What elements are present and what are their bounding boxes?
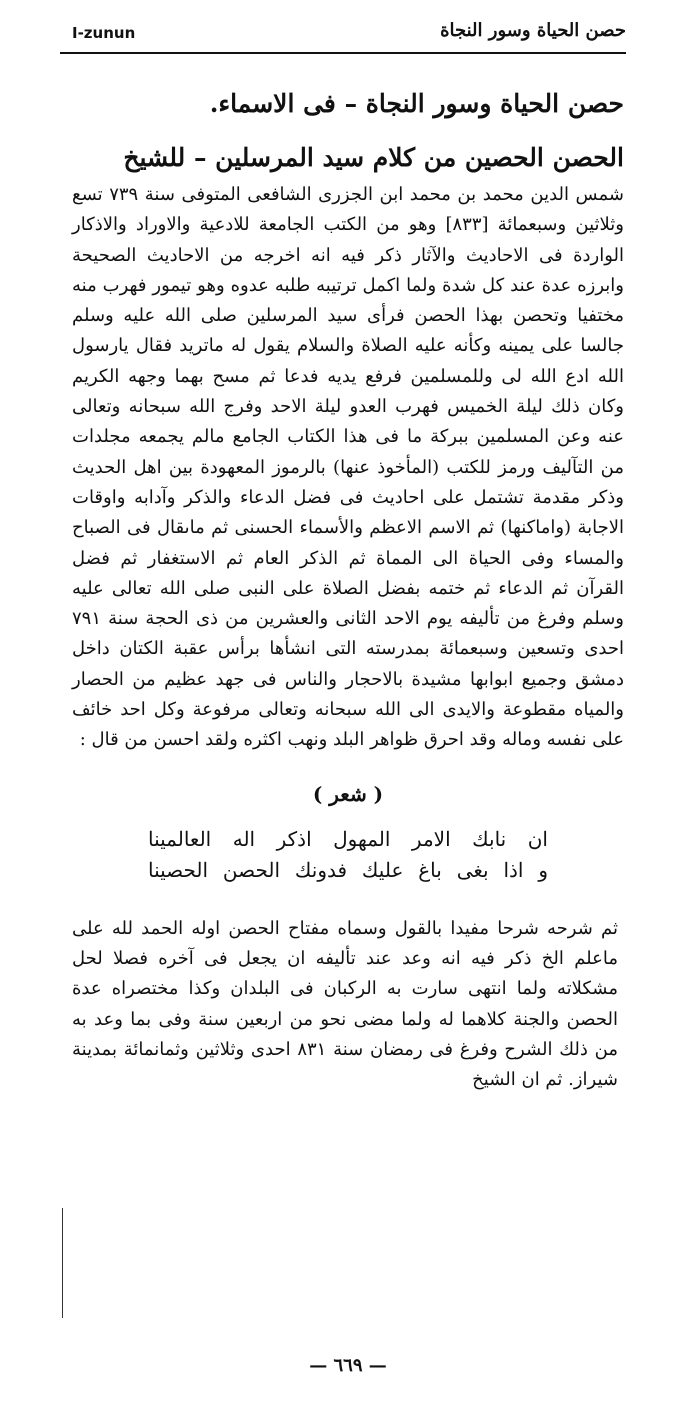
running-header [60, 18, 626, 54]
margin-rule [62, 1208, 63, 1318]
section-heading: حصن الحياة وسور النجاة – فى الاسماء. [209, 89, 624, 118]
poem-verse: ان نابك الامر المهول اذكر اله العالمينا [148, 826, 548, 851]
lead-line: الحصن الحصين من كلام سيد المرسلين – للشيخ [123, 143, 624, 172]
poem [148, 824, 548, 886]
main-text [72, 80, 624, 1095]
body-paragraph: شمس الدين محمد بن محمد ابن الجزرى الشافعى المتوفى سنة ٧٣٩ تسع وثلاثين وسبعمائة [٨٣٣] وهو من الكتب الجامعة للادعية والاوراد والاذكار الواردة فى الاحاديث والآثار ذكر فيه انه اخرجه من الاحاديث الصحيحة وابرزه عدة عند كل شدة ولما اكمل ترتيبه طلبه عدوه وهو تيمور فهرب منه مختفيا وتحصن بهذا الحصن فرأى سيد المرسلين صلى الله عليه وسلم جالسا على يمينه وكأنه عليه الصلاة والسلام يقول له ماتريد فقال يارسول الله ادع الله لى وللمسلمين فرفع يديه فدعا ثم مسح بهما وجهه الكريم وكان ذلك ليلة الخميس فهرب العدو ليلة الاحد وفرج الله سبحانه وتعالى عنه وعن المسلمين ببركة ما فى هذا الكتاب الجامع مالم يجمعه مجلدات من التآليف ورمز للكتب (المأخوذ عنها) بالرموز المعهودة بين اهل الحديث وذكر مقدمة تشتمل على احاديث فى فضل الدعاء والذكر وآدابه واوقات الاجابة (واماكنها) ثم الاسم الاعظم والأسماء الحسنى ثم ماىقال فى الصباح والمساء وفى الحياة الى المماة ثم الذكر العام ثم الاستغفار ثم فضل القرآن ثم الدعاء ثم ختمه بفضل الصلاة على النبى صلى الله تعالى عليه وسلم وفرغ من تأليفه يوم الاحد الثانى والعشرين من ذى الحجة سنة ٧٩١ احدى وتسعين وسبعمائة بمدرسته التى انشأها برأس عقبة الكتان داخل دمشق وجميع ابوابها مشيدة بالاحجار والناس فى جهد عظيم من الحصار والمياه مقطوعة والايدى الى الله سبحانه وتعالى مرفوعة وكل احد خائف على نفسه وماله وقد احرق ظواهر البلد ونهب اكثره ولقد احسن من قال : [72, 184, 624, 751]
running-title: حصن الحياة وسور النجاة [440, 20, 626, 41]
poem-verse: و اذا بغى باغ عليك فدونك الحصن الحصينا [148, 857, 548, 882]
poem-heading: ( شعر ) [312, 781, 384, 806]
page-number: — ٦٦٩ — [309, 1355, 387, 1376]
folio-mark: I-zunun [72, 24, 136, 42]
commentary-paragraph: ثم شرحه شرحا مفيدا بالقول وسماه مفتاح الحصن اوله الحمد لله على ماعلم الخ ذكر فيه انه وعد عند تأليفه ان يجعل فى آخره فصلا لحل مشكلاته ولما انتهى سارت به الركبان فى البلدان وكذا مختصراه عدة الحصن والجنة كلاهما له ولما مضى نحو من اربعين سنة وفى بما وعد به من ذلك الشرح وفرغ فى رمضان سنة ٨٣١ احدى وثلاثين وثمانمائة بمدينة شيراز. ثم ان الشيخ [72, 917, 619, 1091]
